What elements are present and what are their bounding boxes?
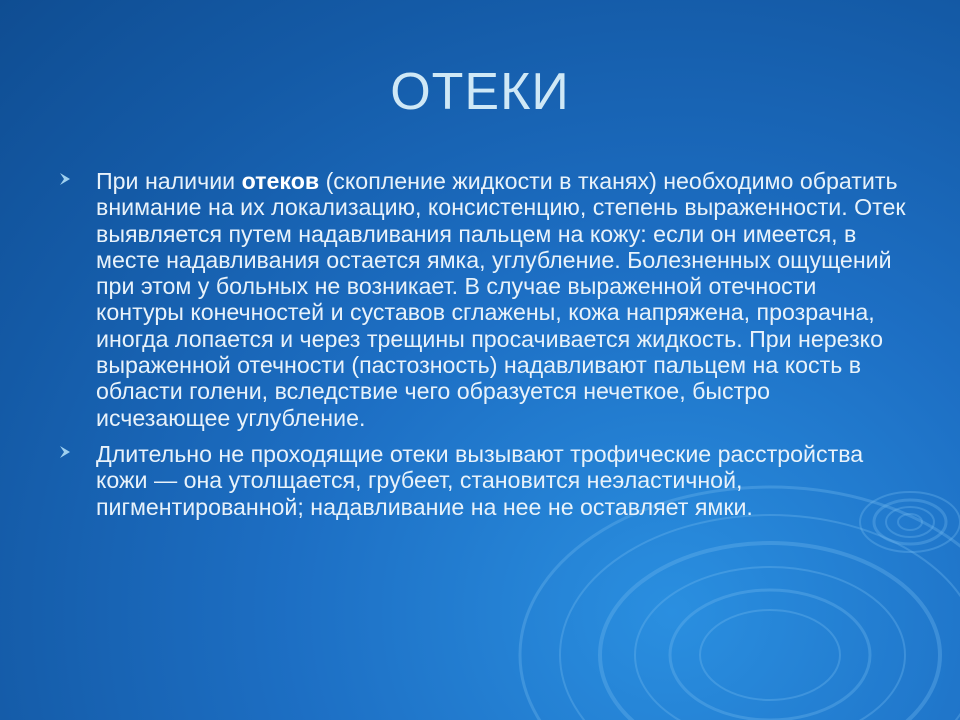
arrowhead-icon xyxy=(58,172,72,186)
bullet-text xyxy=(96,168,908,431)
bullet-item xyxy=(58,441,908,520)
bullet-text-suffix: (скопление жидкости в тканях) необходимо обратить внимание на их локализацию, консистенцию, степень выраженности. Отек выявляется путем надавливания пальцем на кожу: если он имеется, в месте надавливания остается ямка, углубление. Болезненных ощущений при этом у больных не возникает. В случае выраженной отечности контуры конечностей и суставов сглажены, кожа напряжена, прозрачна, иногда лопается и через трещины просачивается жидкость. При нерезко выраженной отечности (пастозность) надавливают пальцем на кость в области голени, вследствие чего образуется нечеткое, быстро исчезающее углубление. xyxy=(96,168,906,431)
arrowhead-icon xyxy=(58,445,72,459)
bullet-text: Длительно не проходящие отеки вызывают трофические расстройства кожи — она утолщается, грубеет, становится неэластичной, пигментированной; надавливание на нее не оставляет ямки. xyxy=(96,440,864,520)
bullet-text-bold: отеков xyxy=(241,168,320,194)
bullet-text-prefix: При наличии xyxy=(96,168,242,194)
bullet-list xyxy=(58,168,908,530)
bullet-item xyxy=(58,168,908,431)
slide-title: ОТЕКИ xyxy=(390,63,570,121)
